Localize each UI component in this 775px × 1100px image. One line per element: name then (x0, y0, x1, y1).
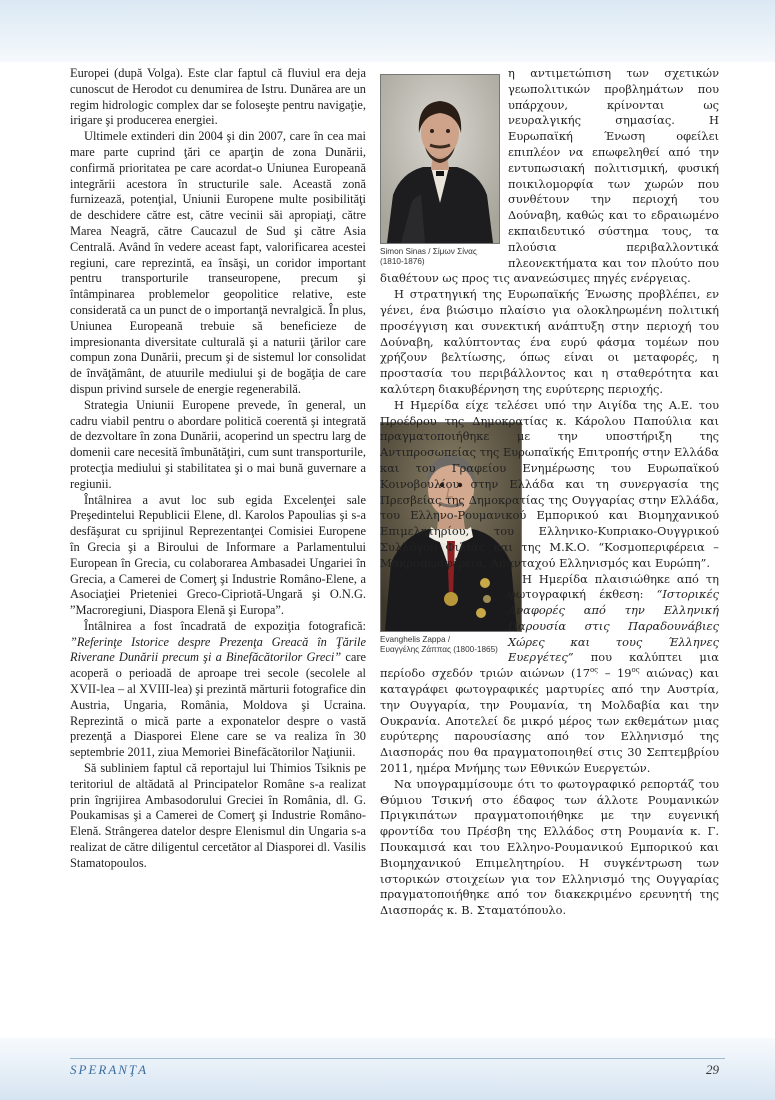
paragraph: η αντιμετώπιση των σχετικών γεωπολιτικών προβλημάτων που υπάρχουν, κρίνονται ως νευραλγικής σημασίας. Η Ευρωπαϊκή Ένωση οφείλει επιπλέον να επωφεληθεί από την εντυπωσιακή πολιτισμική, φυσική ποικιλομορφία των χωρών που συνθέτουν την περιοχή του Δούναβη, καθώς και το εδραιωμένο εκπαιδευτικό σύστημα τους, τα πλούσια περιβαλλοντικά πλεονεκτήματα και τον πλούτο που διαθέτουν ως προς τις ανανεώσιμες πηγές ενέργειας. (380, 66, 719, 286)
exhibition-intro: Η Ημερίδα πλαισιώθηκε από τη φωτογραφική έκθεση: (508, 571, 719, 602)
caption-dates: Ευαγγέλης Ζάππας (1800-1865) (380, 644, 498, 654)
caption-name: Evanghelis Zappa / (380, 634, 451, 644)
exhibition-period: που καλύπτει μια περίοδο σχεδόν τριών αιώνων (17 (380, 650, 719, 681)
simon-sinas-portrait (380, 74, 500, 244)
romanian-column (70, 66, 366, 872)
page-number: 29 (706, 1062, 719, 1077)
paragraph: Η στρατηγική της Ευρωπαϊκής Ένωσης προβλέπει, εν γένει, ένα βιώσιμο πλαίσιο για ολοκληρωμένη πολιτική προσέγγιση και συνεκτική ανάπτυξη στην περιοχή του Δούναβη, καλύπτοντας ένα ευρύ φάσμα τομέων που χρήζουν βελτίωσης, όπως είναι οι μεταφορές, η προστασία του περιβάλλοντος και η σταθερότητα και καλύτερη διακυβέρνηση της ευρύτερης περιοχής. (380, 287, 719, 396)
ordinal-suffix: ος (589, 666, 599, 675)
exhibition-intro: Întâlnirea a fost încadrată de expoziţia fotografică: (84, 618, 366, 633)
paragraph: Η Ημερίδα είχε τελέσει υπό την Αιγίδα της Α.Ε. του Προέδρου της Δημοκρατίας κ. Κάρολου Παπούλια και πραγματοποιήθηκε με την υποστήριξη της Αντιπροσωπείας της Ευρωπαϊκής Επιτροπής στην Ελλάδα και του Γραφείου Ενημέρωσης του Ευρωπαϊκού Κοινοβουλίου στην Ελλάδα και τη συνεργασία της Πρεσβείας της Δημοκρατίας της Ουγγαρίας στην Ελλάδα, του Ελληνο-Ρουμανικού Εμπορικού και Βιομηχανικού Επιμελητηρίου, του Ελληνικο-Κυπριακο-Ουγγρικού Συλλόγου Φιλίας και της Μ.Κ.Ο. “Κοσμοπεριφέρεια – Μακροπεριφέρεια, Απανταχού Ελληνισμός και Ευρώπη”. (380, 397, 719, 570)
page-header-band (0, 0, 775, 62)
paragraph: Europei (după Volga). Este clar faptul că fluviul era deja cunoscut de Herodot cu denumirea de Istru. Dunărea are un regim hidrologic complex dar se foloseşte pentru navigaţie, irigare şi producerea energiei. (70, 66, 366, 128)
caption-dates: (1810-1876) (380, 257, 425, 266)
portrait-caption (380, 635, 498, 655)
paragraph: Întâlnirea a avut loc sub egida Excelenţei sale Preşedintelui Republicii Elene, dl. Karolos Papoulias şi s-a desfăşurat cu sprijinul Reprezentanţei Comisiei Europene în Grecia şi a Biroului de Informare a Parlamentului European în Grecia, cu colaborarea Ambasadei Ungariei în Grecia, a Camerei de Comerţ şi Industrie Româno-Elene, a Asociaţiei Prieteniei Greco-Cipriotă-Ungară şi O.N.G. ”Macroregiuni, Diaspora Elenă şi Europa”. (70, 492, 366, 618)
exhibition-description: care acoperă o perioadă de aproape trei secole (secolele al XVII-lea – al XVIII-lea) şi prezintă mărturii fotografice din Austria, Ungaria, România, Moldova şi Ucraina. Reprezintă o mică parte a exponatelor despre o vastă prezenţă a Diasporei Elene care se va realiza în 30 septembrie 2011, ziua Memoriei Binefăcătorilor Naţiunii. (70, 650, 366, 760)
paragraph: Strategia Uniunii Europene prevede, în general, un cadru viabil pentru o abordare politică coerentă şi integrată de dezvoltare în zona Dunării, acoperind un spectru larg de domenii care necesită îmbunătăţiri, cum sunt transporturile, protecţia mediului şi stabilitatea şi o mai bună guvernare a regiunii. (70, 397, 366, 491)
footer-divider (70, 1058, 725, 1059)
portrait-figure-sinas (380, 74, 498, 267)
exhibition-title: “Ιστορικές Αναφορές από την Ελληνική Παρουσία στις Παραδουνάβιες Χώρες και τους Έλληνες Ευεργέτες” (508, 587, 719, 665)
exhibition-paragraph (70, 619, 366, 761)
paragraph: Να υπογραμμίσουμε ότι το φωτογραφικό ρεπορτάζ του Θύμιου Τσικνή στο έδαφος των άλλοτε Ρουμανικών Πριγκιπάτων πραγματοποιήθηκε με την ευγενική φροντίδα του Πρέσβη της Ελλάδος στη Ρουμανία κ. Γ. Πουκαμισά και του Ελληνο-Ρουμανικού Εμπορικού και Βιομηχανικού Επιμελητηρίου. Η συγκέντρωση των ιστορικών στοιχείων για τον Ελληνισμό της Ουγγαρίας πραγματοποιήθηκε από τον διακεκριμένο ερευνητή της Διασποράς κ. Β. Σταματόπουλο. (380, 776, 719, 918)
exhibition-title: ”Referinţe Istorice despre Prezenţa Greacă în Ţările Riverane Dunării precum şi a Binefăcătorilor Greci” (70, 634, 366, 665)
portrait-caption (380, 247, 498, 267)
exhibition-description: αιώνας) και καταγράφει φωτογραφικές μαρτυρίες από την Αυστρία, την Ουγγαρία, την Ρουμανία, τη Μολδαβία και την Ουκρανία. Αποτελεί δε μικρό μέρος των εκθεμάτων μιας ευρύτερης παρουσίασης από τον Ελληνισμό της Διασποράς που θα πραγματοποιηθεί στις 30 Σεπτεμβρίου 2011, ημέρα Μνήμης των Εθνικών Ευεργετών. (380, 666, 720, 776)
greek-column (380, 66, 719, 919)
paragraph: Ultimele extinderi din 2004 şi din 2007, care în cea mai mare parte cuprind ţări ce aparţin de zona Dunării, confirmă prioritatea pe care acordat-o Uniunea Europeană integrării acestora în structurile sale. Această zonă furnizează, potenţial, Uniunii Europene multe posibilităţi de deschidere către est, către vecinii săi apropiaţi, către Marea Neagră, către Caucazul de Sud şi către Asia Centrală. Având în vedere aceast fapt, valorificarea acestei regiuni, care reprezintă, ea însăşi, un coridor important pentru transporturile transeuropene, precum şi întâmpinarea problemelor geopolitice relative, este considerată ca un punct de o importanţă nevralgică. În plus, Uniunea Europeană trebuie să beneficieze de impresionanta diversitate culturală şi a naturii ţărilor care compun zona Dunării, precum şi de sistemul lor consolidat de învăţământ, de atuurile mediului şi de bogăţia de care dispun privind sursele de energie regenerabilă. (70, 129, 366, 396)
publication-title: SPERANŢA (70, 1062, 149, 1077)
paragraph: Să subliniem faptul că reportajul lui Thimios Tsiknis pe teritoriul de altădată al Principatelor Române s-a realizat prin îngrijirea Ambasodorului Greciei în România, dl. G. Poukamisas şi a Camerei de Comerţ şi Industrie Româno-Elenă. Strângerea datelor despre Elenismul din Ungaria s-a realizat de către diligentul cercetător al Diasporei dl. Vasilis Stamatopoulos. (70, 761, 366, 870)
ordinal-suffix: ος (631, 666, 640, 675)
dash-text: – 19 (598, 666, 632, 681)
caption-name: Simon Sinas / Σίμων Σίνας (380, 247, 477, 256)
